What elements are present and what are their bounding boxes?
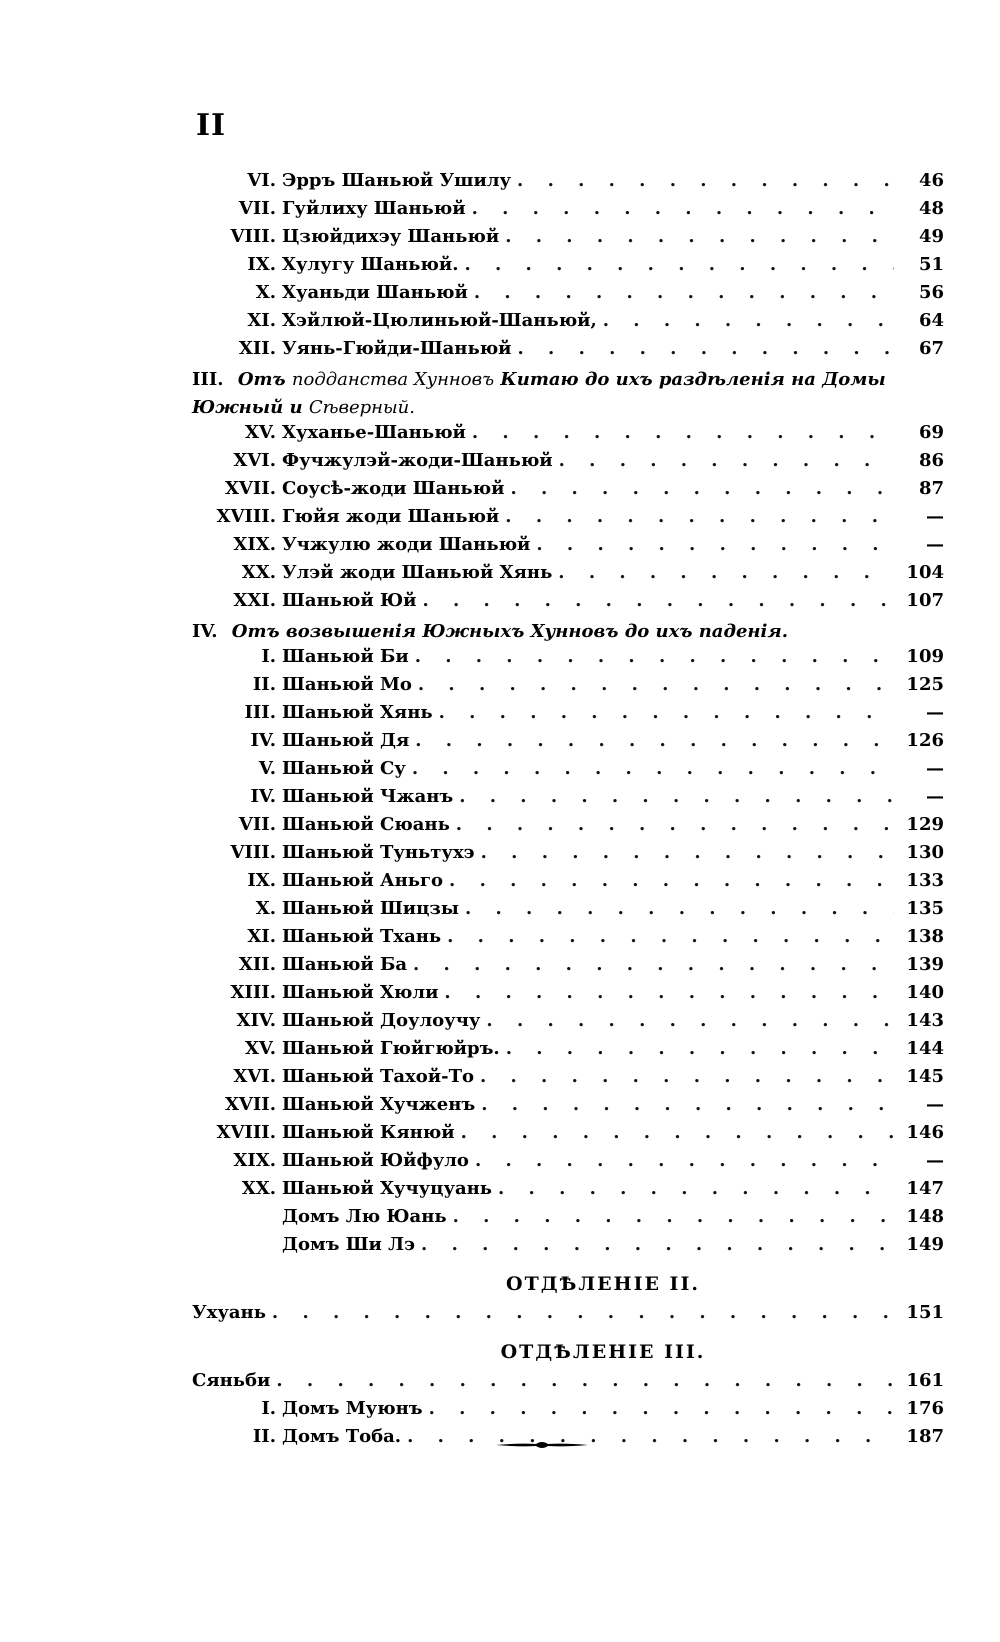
entry-title: Шаньюй Хучуцуань xyxy=(282,1178,493,1199)
entry-title: Шаньюй Шицзы xyxy=(282,898,459,919)
entry-title: Шаньюй Тахой-То xyxy=(282,1066,474,1087)
entry-title: Шаньюй Дя xyxy=(282,730,410,751)
entry-page: — xyxy=(926,758,944,779)
entry-title: Шаньюй Сюань xyxy=(282,814,450,835)
entry-page: 176 xyxy=(906,1398,944,1419)
entry-number: VII. xyxy=(238,198,276,219)
toc-entry xyxy=(192,1094,944,1122)
entry-number: XI. xyxy=(247,926,276,947)
part3-number: III. xyxy=(192,369,224,390)
entry-page: 67 xyxy=(918,338,944,359)
entry-title: Шаньюй Кянюй xyxy=(282,1122,455,1143)
toc-entry xyxy=(192,758,944,786)
entry-title: Шаньюй Аньго xyxy=(282,870,444,891)
leader-dots xyxy=(413,954,894,975)
entry-number: XII. xyxy=(238,954,276,975)
entry-title: Домъ Тоба. xyxy=(282,1426,402,1447)
entry-page: 130 xyxy=(906,842,944,863)
toc-entry xyxy=(192,226,944,254)
entry-title: Шаньюй Хюли xyxy=(282,982,439,1003)
entry-number: XV. xyxy=(244,1038,276,1059)
leader-dots xyxy=(505,506,894,527)
toc-entry xyxy=(192,730,944,758)
entry-number: XXI. xyxy=(233,590,276,611)
leader-dots xyxy=(536,534,894,555)
entry-title: Домъ Лю Юань xyxy=(282,1206,447,1227)
toc-entry xyxy=(192,310,944,338)
leader-dots xyxy=(464,254,894,275)
entry-page: 144 xyxy=(906,1038,944,1059)
entry-number: I. xyxy=(261,1398,276,1419)
entry-page: 49 xyxy=(918,226,944,247)
entry-number: XVIII. xyxy=(216,506,276,527)
entry-page: 149 xyxy=(906,1234,944,1255)
toc-entry xyxy=(192,954,944,982)
entry-page: 145 xyxy=(906,1066,944,1087)
toc-entry xyxy=(192,926,944,954)
entry-title: Гюйя жоди Шаньюй xyxy=(282,506,500,527)
entry-page: — xyxy=(926,506,944,527)
leader-dots xyxy=(480,1066,894,1087)
entry-page: 126 xyxy=(906,730,944,751)
toc-entry xyxy=(192,282,944,310)
leader-dots xyxy=(415,730,894,751)
entry-number: V. xyxy=(258,758,276,779)
toc-entry xyxy=(192,674,944,702)
toc-entry xyxy=(192,870,944,898)
part3-title-c: Китаю до ихъ раздѣленія на Домы xyxy=(500,369,886,390)
entry-page: 109 xyxy=(906,646,944,667)
section2-entry-title: Ухуань xyxy=(192,1302,266,1323)
entry-title: Шаньюй Юйфуло xyxy=(282,1150,469,1171)
entry-title: Шаньюй Гюйгюйръ. xyxy=(282,1038,500,1059)
entry-number: IV. xyxy=(250,730,276,751)
entry-page: 161 xyxy=(906,1370,944,1391)
leader-dots xyxy=(518,338,894,359)
entry-page: 147 xyxy=(906,1178,944,1199)
entry-page: 107 xyxy=(906,590,944,611)
toc-entry xyxy=(192,1038,944,1066)
entry-page: 139 xyxy=(906,954,944,975)
entry-title: Улэй жоди Шаньюй Хянь xyxy=(282,562,553,583)
entry-title: Учжулю жоди Шаньюй xyxy=(282,534,531,555)
leader-dots xyxy=(407,1426,894,1447)
leader-dots xyxy=(481,842,894,863)
entry-title: Домъ Ши Лэ xyxy=(282,1234,416,1255)
leader-dots xyxy=(272,1302,894,1323)
part4-heading xyxy=(192,618,944,646)
entry-number: VI. xyxy=(247,170,276,191)
entry-number: XVII. xyxy=(224,478,276,499)
entry-title: Шаньюй Су xyxy=(282,758,406,779)
entry-number: II. xyxy=(252,1426,276,1447)
entry-page: — xyxy=(926,1150,944,1171)
leader-dots xyxy=(444,982,894,1003)
ornament-icon xyxy=(496,1440,588,1450)
entry-title: Фучжулэй-жоди-Шаньюй xyxy=(282,450,553,471)
entry-number: VIII. xyxy=(230,226,276,247)
toc-entry xyxy=(192,338,944,366)
part2-entries xyxy=(192,170,944,366)
entry-title: Шаньюй Туньтухэ xyxy=(282,842,475,863)
entry-title: Сяньби xyxy=(192,1370,271,1391)
entry-number: XX. xyxy=(241,562,276,583)
leader-dots xyxy=(558,562,894,583)
leader-dots xyxy=(472,422,894,443)
entry-page: 51 xyxy=(918,254,944,275)
entry-title: Шаньюй Би xyxy=(282,646,409,667)
leader-dots xyxy=(453,1206,894,1227)
entry-title: Хулугу Шаньюй. xyxy=(282,254,459,275)
section2-heading: ОТДѢЛЕНІЕ II. xyxy=(506,1273,700,1295)
entry-page: 133 xyxy=(906,870,944,891)
part3-title-f: Сѣверный. xyxy=(308,397,415,418)
entry-title: Хуханье-Шаньюй xyxy=(282,422,466,443)
entry-number: XI. xyxy=(247,310,276,331)
entry-number: X. xyxy=(255,898,276,919)
entry-number: XVI. xyxy=(233,450,276,471)
part3-heading xyxy=(192,366,944,422)
part3-title-b: подданства Хунновъ xyxy=(291,369,495,390)
toc-entry xyxy=(192,1370,944,1398)
part4-title: Отъ возвышенія Южныхъ Хунновъ до ихъ паденія. xyxy=(231,621,788,642)
toc-entry xyxy=(192,1150,944,1178)
leader-dots xyxy=(474,282,894,303)
entry-title: Уянь-Гюйди-Шаньюй xyxy=(282,338,512,359)
toc-entry xyxy=(192,842,944,870)
entry-page: 148 xyxy=(906,1206,944,1227)
section2-entry-page: 151 xyxy=(906,1302,944,1323)
leader-dots xyxy=(603,310,894,331)
leader-dots xyxy=(418,674,894,695)
part3-title-d: Южный xyxy=(192,397,284,418)
entry-title: Шаньюй Хучженъ xyxy=(282,1094,476,1115)
leader-dots xyxy=(559,450,894,471)
entry-number: XV. xyxy=(244,422,276,443)
entry-page: 46 xyxy=(918,170,944,191)
leader-dots xyxy=(422,590,894,611)
entry-page: 56 xyxy=(918,282,944,303)
part3-entries xyxy=(192,422,944,618)
entry-number: IX. xyxy=(247,254,276,275)
entry-number: XVI. xyxy=(233,1066,276,1087)
part4-entries xyxy=(192,646,944,1262)
entry-number: XVII. xyxy=(224,1094,276,1115)
entry-title: Цзюйдихэу Шаньюй xyxy=(282,226,500,247)
entry-title: Шаньюй Чжанъ xyxy=(282,786,454,807)
entry-page: — xyxy=(926,786,944,807)
leader-dots xyxy=(439,702,894,723)
table-of-contents xyxy=(192,170,944,1454)
entry-page: — xyxy=(926,534,944,555)
entry-title: Гуйлиху Шаньюй xyxy=(282,198,466,219)
leader-dots xyxy=(449,870,894,891)
toc-entry xyxy=(192,898,944,926)
toc-entry xyxy=(192,1234,944,1262)
entry-title: Домъ Муюнъ xyxy=(282,1398,423,1419)
entry-page: 48 xyxy=(918,198,944,219)
entry-number: VIII. xyxy=(230,842,276,863)
toc-entry xyxy=(192,1122,944,1150)
entry-number: I. xyxy=(261,646,276,667)
leader-dots xyxy=(421,1234,894,1255)
leader-dots xyxy=(456,814,894,835)
entry-page: 125 xyxy=(906,674,944,695)
leader-dots xyxy=(472,198,894,219)
toc-entry xyxy=(192,590,944,618)
leader-dots xyxy=(498,1178,894,1199)
leader-dots xyxy=(412,758,894,779)
entry-title: Шаньюй Хянь xyxy=(282,702,433,723)
entry-title: Соусѣ-жоди Шаньюй xyxy=(282,478,505,499)
entry-number: XII. xyxy=(238,338,276,359)
entry-number: XIX. xyxy=(233,1150,276,1171)
toc-entry xyxy=(192,506,944,534)
end-ornament xyxy=(496,1440,588,1450)
leader-dots xyxy=(459,786,894,807)
part4-number: IV. xyxy=(192,621,218,642)
entry-number: IV. xyxy=(250,786,276,807)
toc-entry xyxy=(192,1398,944,1426)
leader-dots xyxy=(415,646,894,667)
entry-page: — xyxy=(926,1094,944,1115)
leader-dots xyxy=(505,226,894,247)
leader-dots xyxy=(481,1094,894,1115)
toc-entry xyxy=(192,450,944,478)
toc-entry xyxy=(192,170,944,198)
entry-page: 87 xyxy=(918,478,944,499)
entry-page: 86 xyxy=(918,450,944,471)
toc-entry xyxy=(192,1206,944,1234)
entry-title: Шаньюй Юй xyxy=(282,590,417,611)
leader-dots xyxy=(475,1150,894,1171)
toc-entry xyxy=(192,646,944,674)
part3-title-a: Отъ xyxy=(237,369,286,390)
leader-dots xyxy=(447,926,894,947)
toc-entry xyxy=(192,702,944,730)
section2-entry xyxy=(192,1302,944,1330)
toc-entry xyxy=(192,786,944,814)
entry-page: 143 xyxy=(906,1010,944,1031)
entry-number: XIX. xyxy=(233,534,276,555)
entry-title: Шаньюй Мо xyxy=(282,674,412,695)
entry-page: 146 xyxy=(906,1122,944,1143)
entry-number: VII. xyxy=(238,814,276,835)
entry-page: 129 xyxy=(906,814,944,835)
entry-page: 69 xyxy=(918,422,944,443)
entry-page: 135 xyxy=(906,898,944,919)
entry-number: IX. xyxy=(247,870,276,891)
entry-page: 140 xyxy=(906,982,944,1003)
toc-entry xyxy=(192,814,944,842)
leader-dots xyxy=(506,1038,894,1059)
entry-page: 104 xyxy=(906,562,944,583)
entry-title: Хэйлюй-Цюлиньюй-Шаньюй, xyxy=(282,310,597,331)
toc-entry xyxy=(192,1066,944,1094)
leader-dots xyxy=(429,1398,894,1419)
leader-dots xyxy=(461,1122,894,1143)
toc-entry xyxy=(192,422,944,450)
entry-title: Эрръ Шаньюй Ушилу xyxy=(282,170,512,191)
entry-number: XX. xyxy=(241,1178,276,1199)
leader-dots xyxy=(465,898,894,919)
entry-title: Шаньюй Доулоучу xyxy=(282,1010,481,1031)
toc-entry xyxy=(192,254,944,282)
entry-page: 138 xyxy=(906,926,944,947)
entry-number: III. xyxy=(244,702,276,723)
section3-heading: ОТДѢЛЕНІЕ III. xyxy=(500,1341,706,1363)
entry-number: XIII. xyxy=(230,982,276,1003)
entry-title: Хуаньди Шаньюй xyxy=(282,282,468,303)
part3-title-e: и xyxy=(289,397,303,418)
entry-number: XVIII. xyxy=(216,1122,276,1143)
toc-entry xyxy=(192,982,944,1010)
leader-dots xyxy=(517,170,894,191)
toc-entry xyxy=(192,562,944,590)
entry-number: X. xyxy=(255,282,276,303)
entry-number: XIV. xyxy=(236,1010,276,1031)
entry-title: Шаньюй Ба xyxy=(282,954,407,975)
entry-number: II. xyxy=(252,674,276,695)
entry-title: Шаньюй Тхань xyxy=(282,926,442,947)
toc-entry xyxy=(192,1010,944,1038)
toc-entry xyxy=(192,1178,944,1206)
leader-dots xyxy=(486,1010,894,1031)
leader-dots xyxy=(510,478,894,499)
entry-page: — xyxy=(926,702,944,723)
leader-dots xyxy=(276,1370,894,1391)
page-number: II xyxy=(196,108,227,143)
toc-entry xyxy=(192,534,944,562)
entry-page: 64 xyxy=(918,310,944,331)
toc-entry xyxy=(192,478,944,506)
entry-page: 187 xyxy=(906,1426,944,1447)
toc-entry xyxy=(192,198,944,226)
